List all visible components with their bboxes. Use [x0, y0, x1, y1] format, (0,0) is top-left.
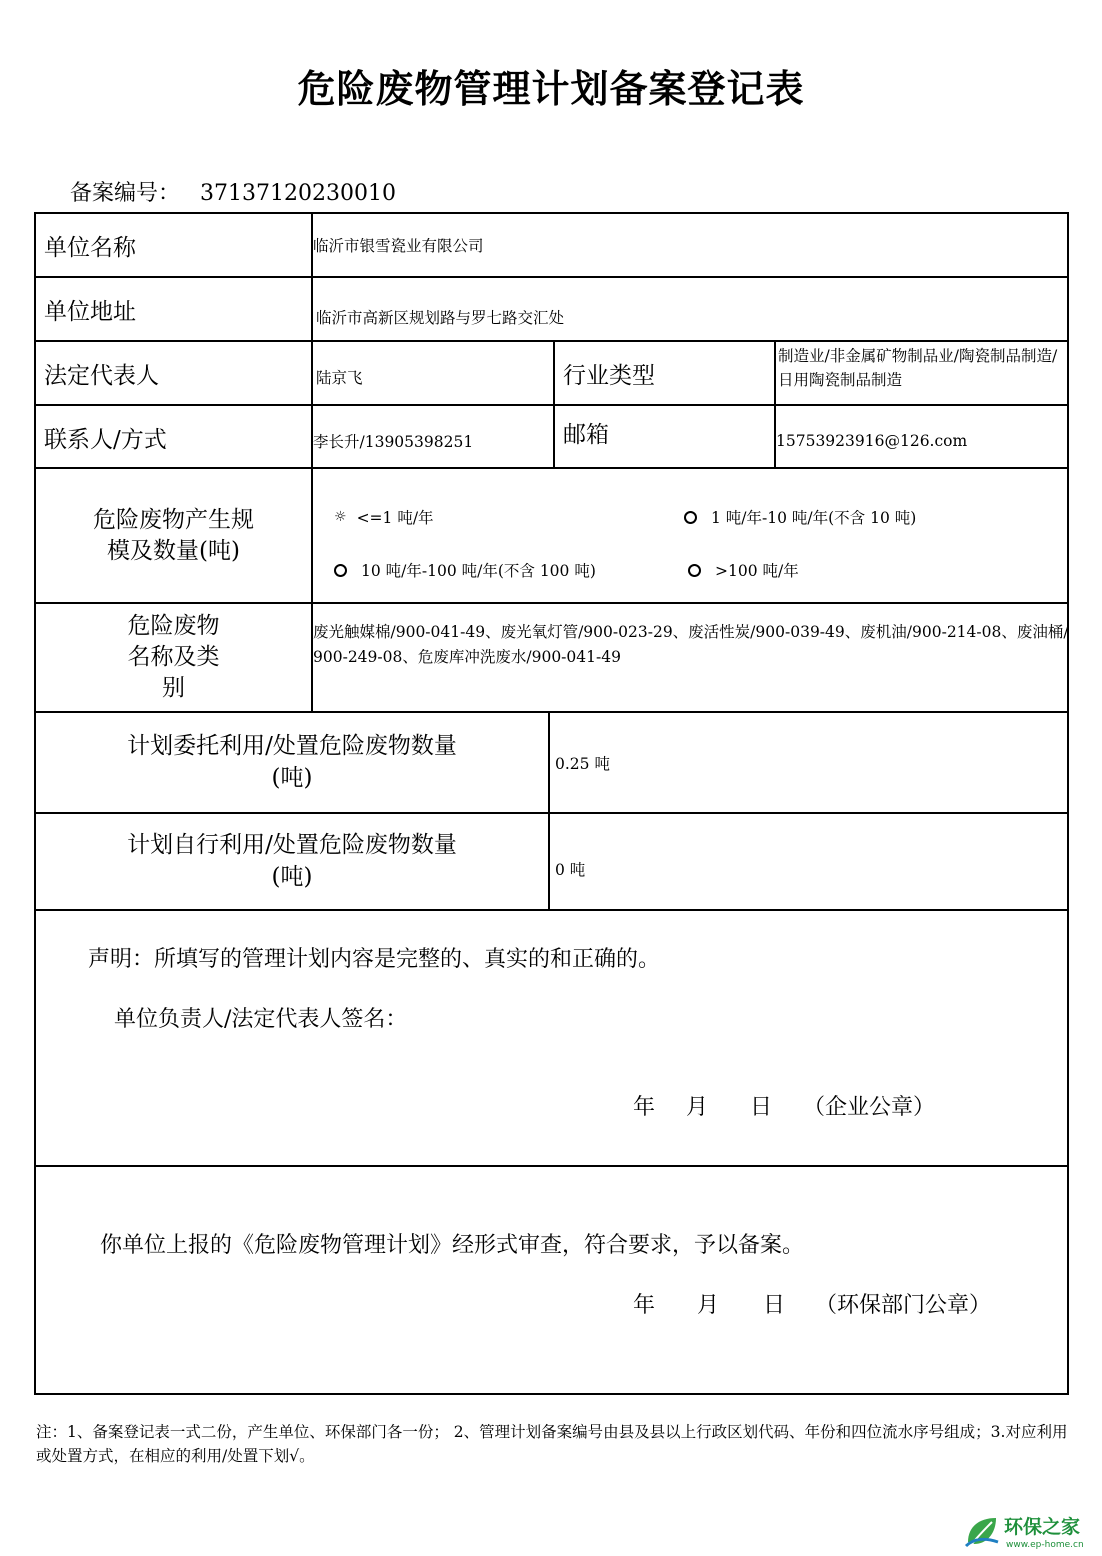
industry-label: 行业类型 — [563, 362, 655, 389]
declaration-year: 年 — [633, 1095, 656, 1120]
legal-rep-value: 陆京飞 — [316, 369, 363, 387]
agency-seal: （环保部门公章） — [815, 1293, 992, 1318]
footnote: 注：1、备案登记表一式二份，产生单位、环保部门各一份； 2、管理计划备案编号由县及县以上行政区划代码、年份和四位流水序号组成；3.对应利用或处置方式，在相应的利用/处置下划√。 — [36, 1423, 1068, 1466]
industry-value: 制造业/非金属矿物制品业/陶瓷制品制造/日用陶瓷制品制造 — [778, 346, 1058, 389]
contact-value: 李长升/13905398251 — [313, 433, 474, 451]
radio-icon — [688, 564, 701, 577]
declaration-statement: 声明：所填写的管理计划内容是完整的、真实的和正确的。 — [88, 947, 661, 972]
unit-address-label: 单位地址 — [44, 298, 136, 325]
approval-year: 年 — [633, 1293, 656, 1318]
scale-option-1[interactable]: ☼ <=1 吨/年 — [334, 509, 434, 527]
scale-option-2[interactable]: 1 吨/年-10 吨/年(不含 10 吨) — [684, 506, 916, 528]
approval-statement: 你单位上报的《危险废物管理计划》经形式审查，符合要求，予以备案。 — [100, 1233, 805, 1258]
entrusted-value: 0.25 吨 — [555, 754, 610, 773]
logo-url: www.ep-home.cn — [1006, 1540, 1084, 1550]
sun-icon: ☼ — [334, 509, 347, 525]
unit-address-value: 临沂市高新区规划路与罗七路交汇处 — [316, 309, 565, 327]
scale-label: 危险废物产生规模及数量(吨) — [93, 506, 254, 564]
record-number — [70, 176, 396, 207]
leaf-icon — [962, 1512, 1002, 1552]
waste-names-value: 废光触媒棉/900-041-49、废光氧灯管/900-023-29、废活性炭/900-039-49、废机油/900-214-08、废油桶/900-249-08、危废库冲洗废水/900-041-49 — [313, 623, 1069, 666]
scale-option-3[interactable]: 10 吨/年-100 吨/年(不含 100 吨) — [334, 559, 596, 581]
declaration-month: 月 — [686, 1095, 709, 1120]
approval-day: 日 — [763, 1293, 786, 1318]
page-title: 危险废物管理计划备案登记表 — [297, 67, 805, 111]
email-label: 邮箱 — [563, 421, 609, 448]
unit-name-label: 单位名称 — [44, 234, 136, 261]
email-value: 15753923916@126.com — [776, 432, 968, 450]
approval-month: 月 — [697, 1293, 720, 1318]
record-number-value: 37137120230010 — [200, 181, 396, 206]
scale-option-4[interactable]: >100 吨/年 — [688, 559, 799, 581]
signature-label: 单位负责人/法定代表人签名： — [114, 1007, 408, 1032]
self-disposal-label: 计划自行利用/处置危险废物数量 (吨) — [127, 832, 457, 890]
record-number-label: 备案编号： — [70, 181, 181, 206]
row-divider — [34, 1165, 1069, 1167]
self-disposal-value: 0 吨 — [555, 861, 586, 879]
waste-names-label: 危险废物名称及类别 — [127, 612, 220, 702]
entrusted-label: 计划委托利用/处置危险废物数量 (吨) — [127, 733, 457, 791]
site-logo — [962, 1510, 1102, 1554]
unit-name-value: 临沂市银雪瓷业有限公司 — [313, 237, 484, 255]
enterprise-seal: （企业公章） — [803, 1095, 936, 1120]
declaration-day: 日 — [750, 1095, 773, 1120]
logo-name: 环保之家 — [1004, 1516, 1081, 1538]
column-divider — [548, 711, 550, 910]
contact-label: 联系人/方式 — [44, 426, 167, 453]
legal-rep-label: 法定代表人 — [44, 362, 159, 389]
radio-icon — [684, 511, 697, 524]
radio-icon — [334, 564, 347, 577]
